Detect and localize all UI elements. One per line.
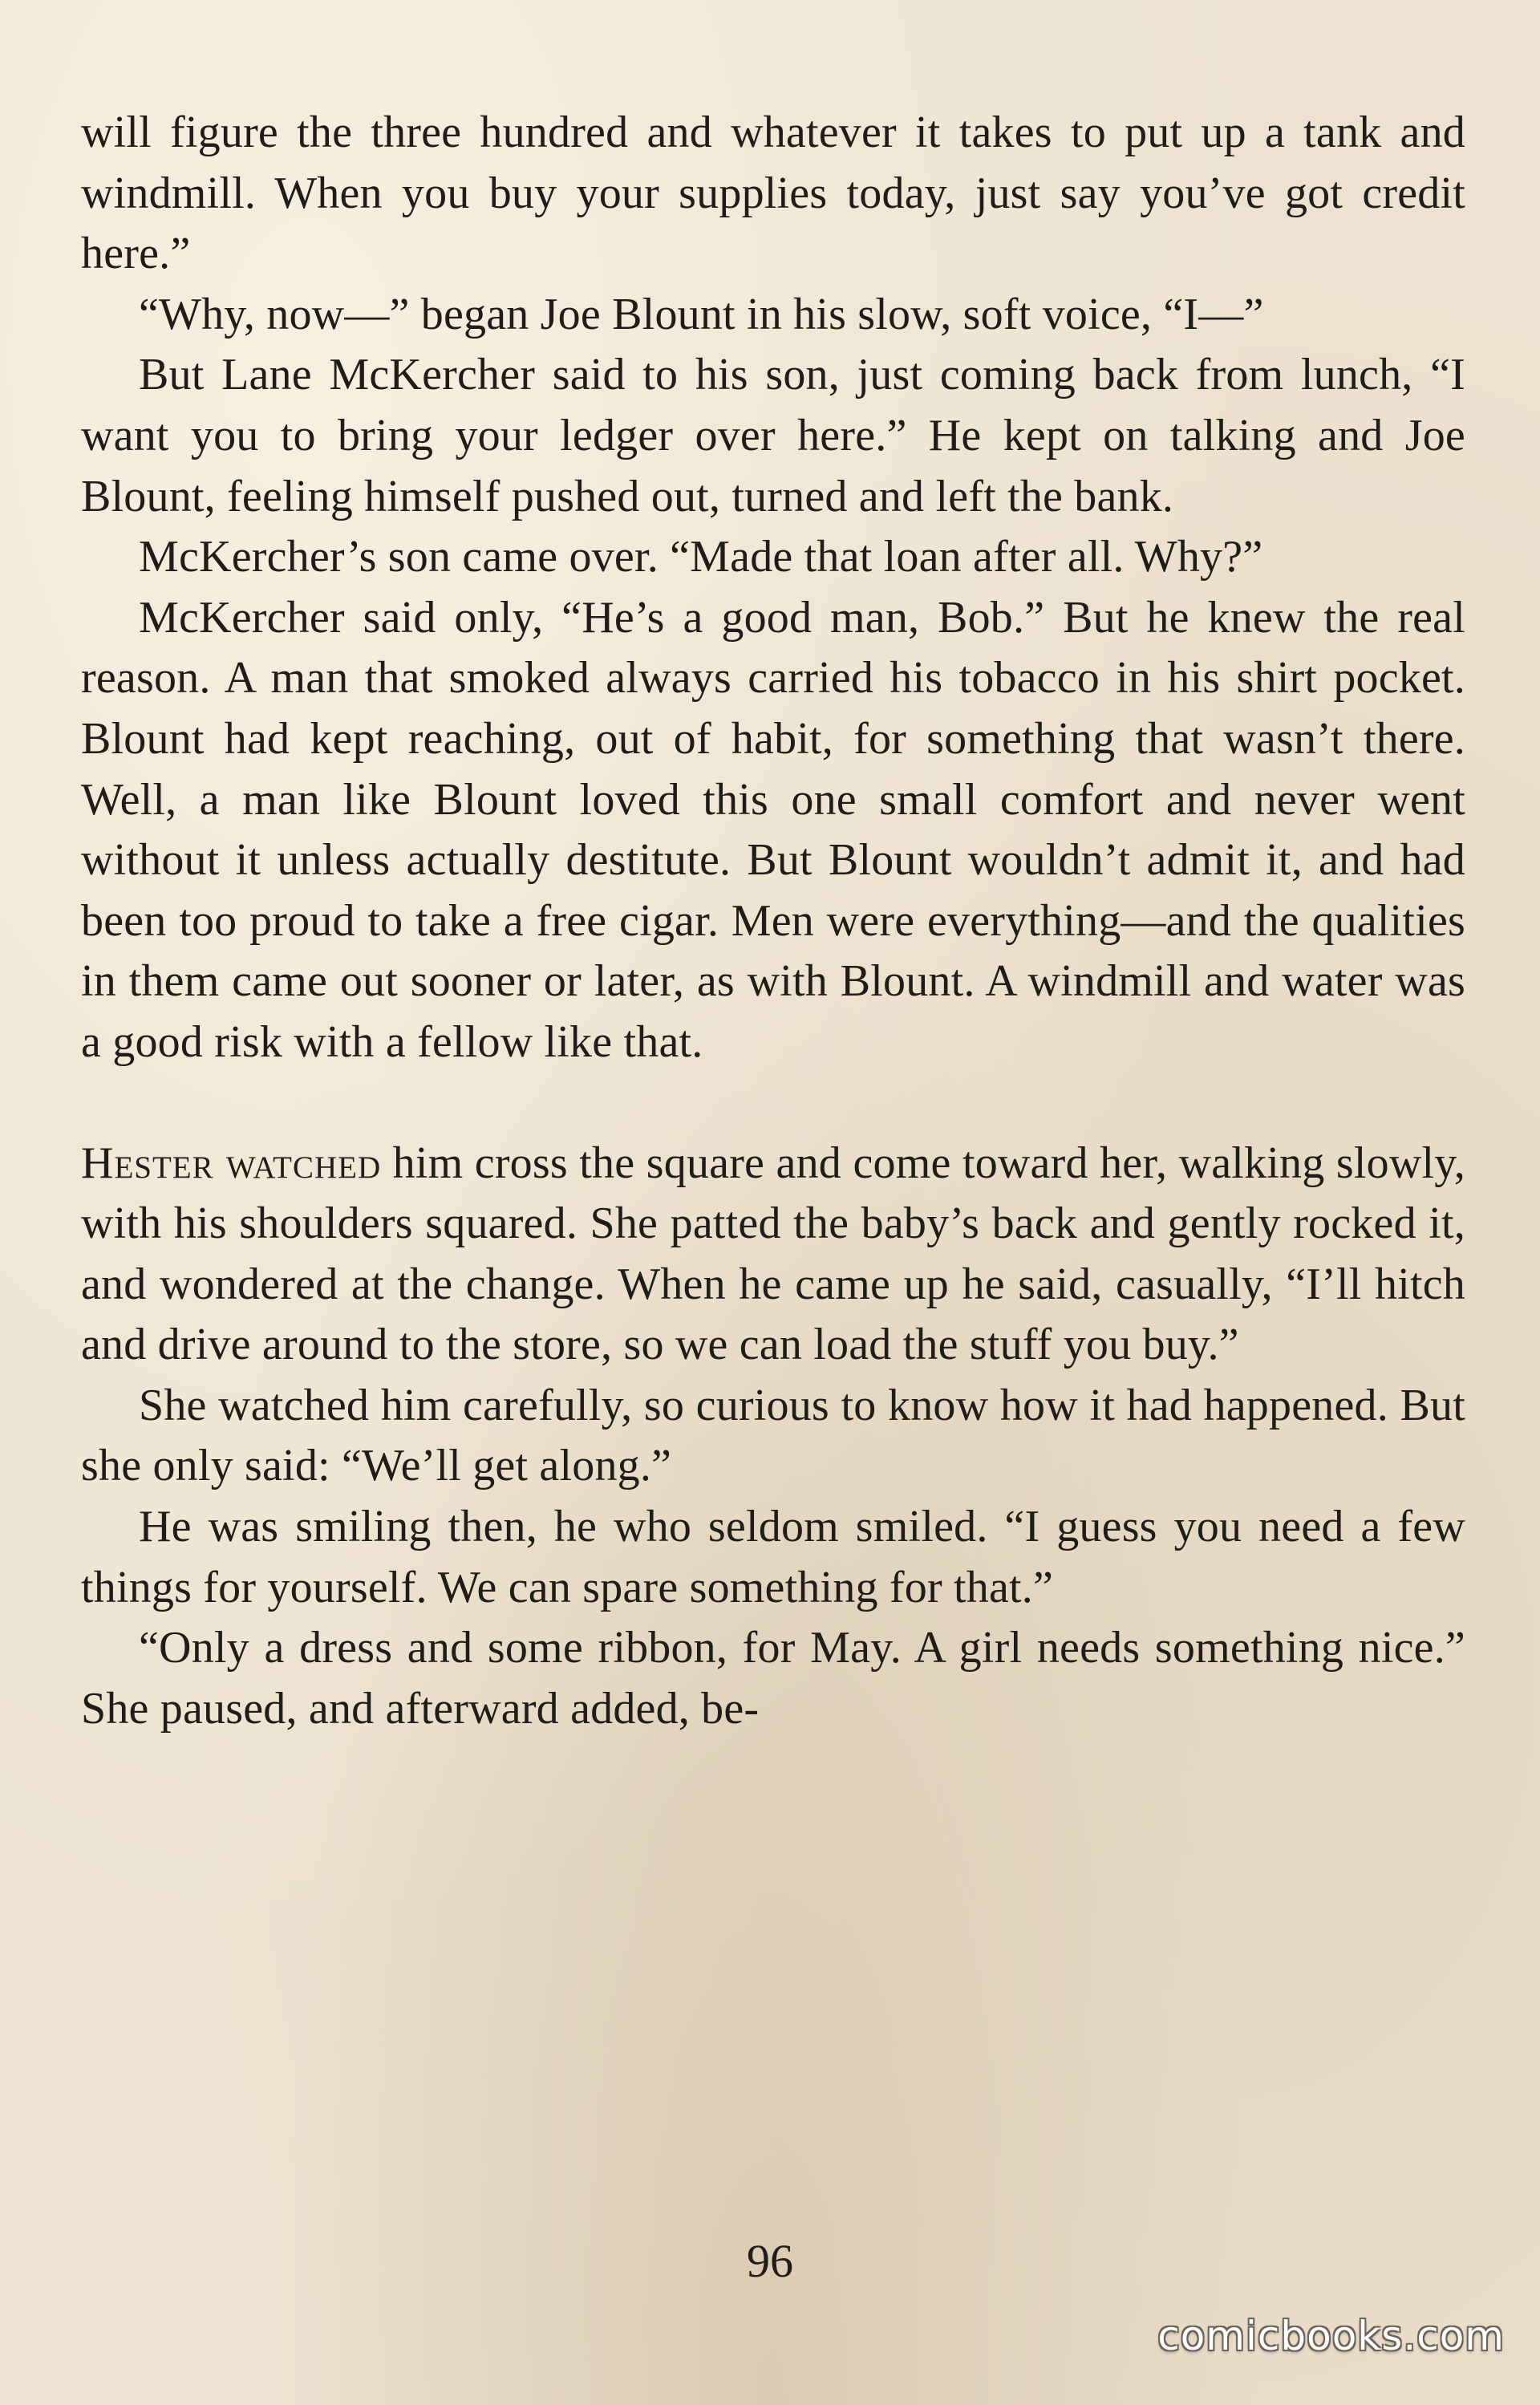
section-opening-paragraph: [81, 1134, 1465, 1376]
section-opening-text: him cross the square and come toward her, walking slowly, with his shoulders squared. She patted the baby’s back and gently rocked it, and wondered at the change. When he came up he said, casually, “I’ll hitch and drive around to the store, so we can load the stuff you buy.”: [81, 1138, 1465, 1370]
paragraph: She watched him carefully, so curious to know how it had happened. But she only said: “We’ll get along.”: [81, 1380, 1465, 1491]
body-text: [81, 103, 1465, 1739]
paragraph: McKercher’s son came over. “Made that loan after all. Why?”: [139, 532, 1263, 582]
section-break: [81, 1073, 1465, 1134]
paragraph-continued: will figure the three hundred and whatever it takes to put up a tank and windmill. When you buy your supplies today, just say you’ve got credit here.”: [81, 107, 1465, 279]
paragraph: But Lane McKercher said to his son, just coming back from lunch, “I want you to bring your ledger over here.” He kept on talking and Joe Blount, feeling himself pushed out, turned and left the bank.: [81, 350, 1465, 521]
watermark-logo: comicbooks.com: [1157, 2313, 1505, 2359]
paragraph: McKercher said only, “He’s a good man, Bob.” But he knew the real reason. A man that smoked always carried his tobacco in his shirt pocket. Blount had kept reaching, out of habit, for something that wasn’t there. Well, a man like Blount loved this one small comfort and never went without it unless actually destitute. But Blount wouldn’t admit it, and had been too proud to take a free cigar. Men were everything—and the qualities in them came out sooner or later, as with Blount. A windmill and water was a good risk with a fellow like that.: [81, 592, 1465, 1067]
page-number: 96: [747, 2235, 793, 2287]
paragraph: “Why, now—” began Joe Blount in his slow, soft voice, “I—”: [139, 289, 1264, 339]
paragraph: “Only a dress and some ribbon, for May. A girl needs something nice.” She paused, and afterward added, be-: [81, 1623, 1465, 1734]
paragraph: He was smiling then, he who seldom smiled. “I guess you need a few things for yourself. We can spare something for that.”: [81, 1502, 1465, 1612]
small-caps-lead-in: Hester watched: [81, 1138, 382, 1188]
